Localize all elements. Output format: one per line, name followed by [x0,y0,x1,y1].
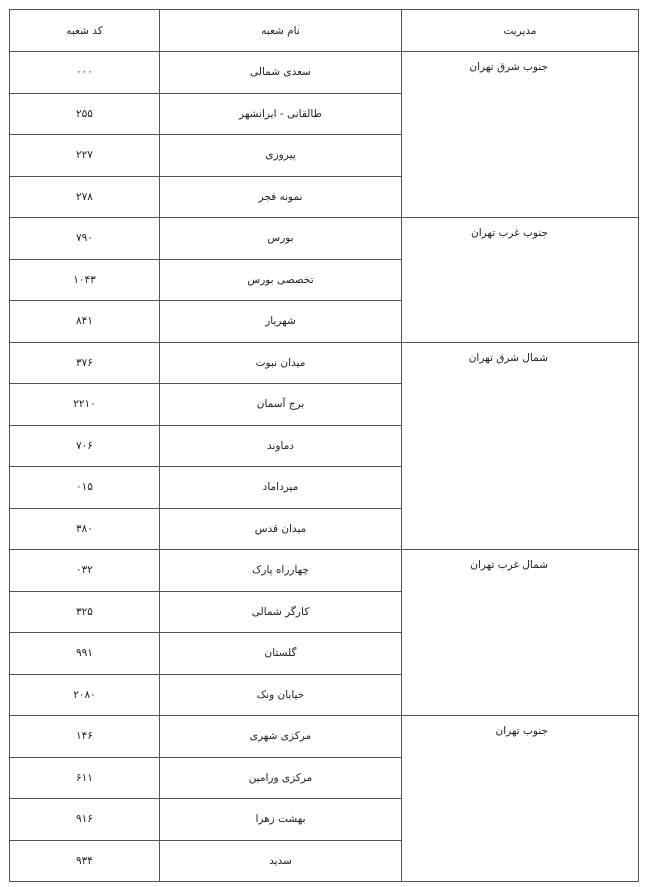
branch-name-cell: تخصصی بورس [160,259,402,301]
branch-code-cell: ۶۱۱ [10,757,160,799]
branch-code-cell: ۳۲۵ [10,591,160,633]
branch-name-cell: سعدی شمالی [160,52,402,94]
branch-code-cell: ۰۱۵ [10,467,160,509]
header-row [10,10,639,52]
branch-code-cell: ۲۷۸ [10,176,160,218]
management-label: جنوب شرق تهران [469,61,548,73]
branch-name-cell: پیروزی [160,135,402,177]
branch-name-cell: طالقانی - ایرانشهر [160,93,402,135]
branch-name-cell: بهشت زهرا [160,799,402,841]
table-row [10,342,639,384]
branch-name-cell: نمونه فجر [160,176,402,218]
branch-code-cell: ۲۰۸۰ [10,674,160,716]
management-cell [402,716,639,882]
branch-name-cell: سدید [160,840,402,882]
management-label: شمال شرق تهران [468,351,548,364]
branch-name-cell: میرداماد [160,467,402,509]
branch-code-cell: ۱۴۶ [10,716,160,758]
branch-name-cell: شهریار [160,301,402,343]
branch-code-cell: ۳۷۶ [10,342,160,384]
branch-code-cell: ۹۹۱ [10,633,160,675]
branch-code-cell: ۲۲۱۰ [10,384,160,426]
branch-code-cell: ۹۳۴ [10,840,160,882]
management-cell [402,52,639,218]
management-label: جنوب غرب تهران [471,227,548,239]
branch-code-cell: ۲۵۵ [10,93,160,135]
branches-table [9,9,639,882]
branch-name-cell: گلستان [160,633,402,675]
branch-code-cell: ۸۴۱ [10,301,160,343]
branch-code-cell: ۲۲۷ [10,135,160,177]
branch-code-cell: ۳۸۰ [10,508,160,550]
branch-name-cell: چهارراه پارک [160,550,402,592]
branch-name-cell: مرکزی ورامین [160,757,402,799]
table-row [10,716,639,758]
branch-code-cell: ۰۰۰ [10,52,160,94]
management-label: جنوب تهران [495,725,548,737]
management-label: شمال غرب تهران [470,559,548,571]
header-branch-code: کد شعبه [10,10,160,52]
branch-code-cell: ۱۰۴۳ [10,259,160,301]
header-branch-name: نام شعبه [160,10,402,52]
management-cell [402,550,639,716]
branch-name-cell: برج آسمان [160,384,402,426]
branch-name-cell: دماوند [160,425,402,467]
branch-name-cell: میدان قدس [160,508,402,550]
management-cell [402,342,639,550]
branch-code-cell: ۷۰۶ [10,425,160,467]
branch-code-cell: ۷۹۰ [10,218,160,260]
branch-name-cell: بورس [160,218,402,260]
table-row [10,218,639,260]
table-body [10,52,639,882]
branch-name-cell: خیابان ونک [160,674,402,716]
branch-code-cell: ۹۱۶ [10,799,160,841]
branch-name-cell: مرکزی شهری [160,716,402,758]
branch-name-cell: کارگر شمالی [160,591,402,633]
branch-code-cell: ۰۳۲ [10,550,160,592]
branch-name-cell: میدان نبوت [160,342,402,384]
header-management: مدیریت [402,10,639,52]
table-row [10,550,639,592]
management-cell [402,218,639,343]
table-row [10,52,639,94]
